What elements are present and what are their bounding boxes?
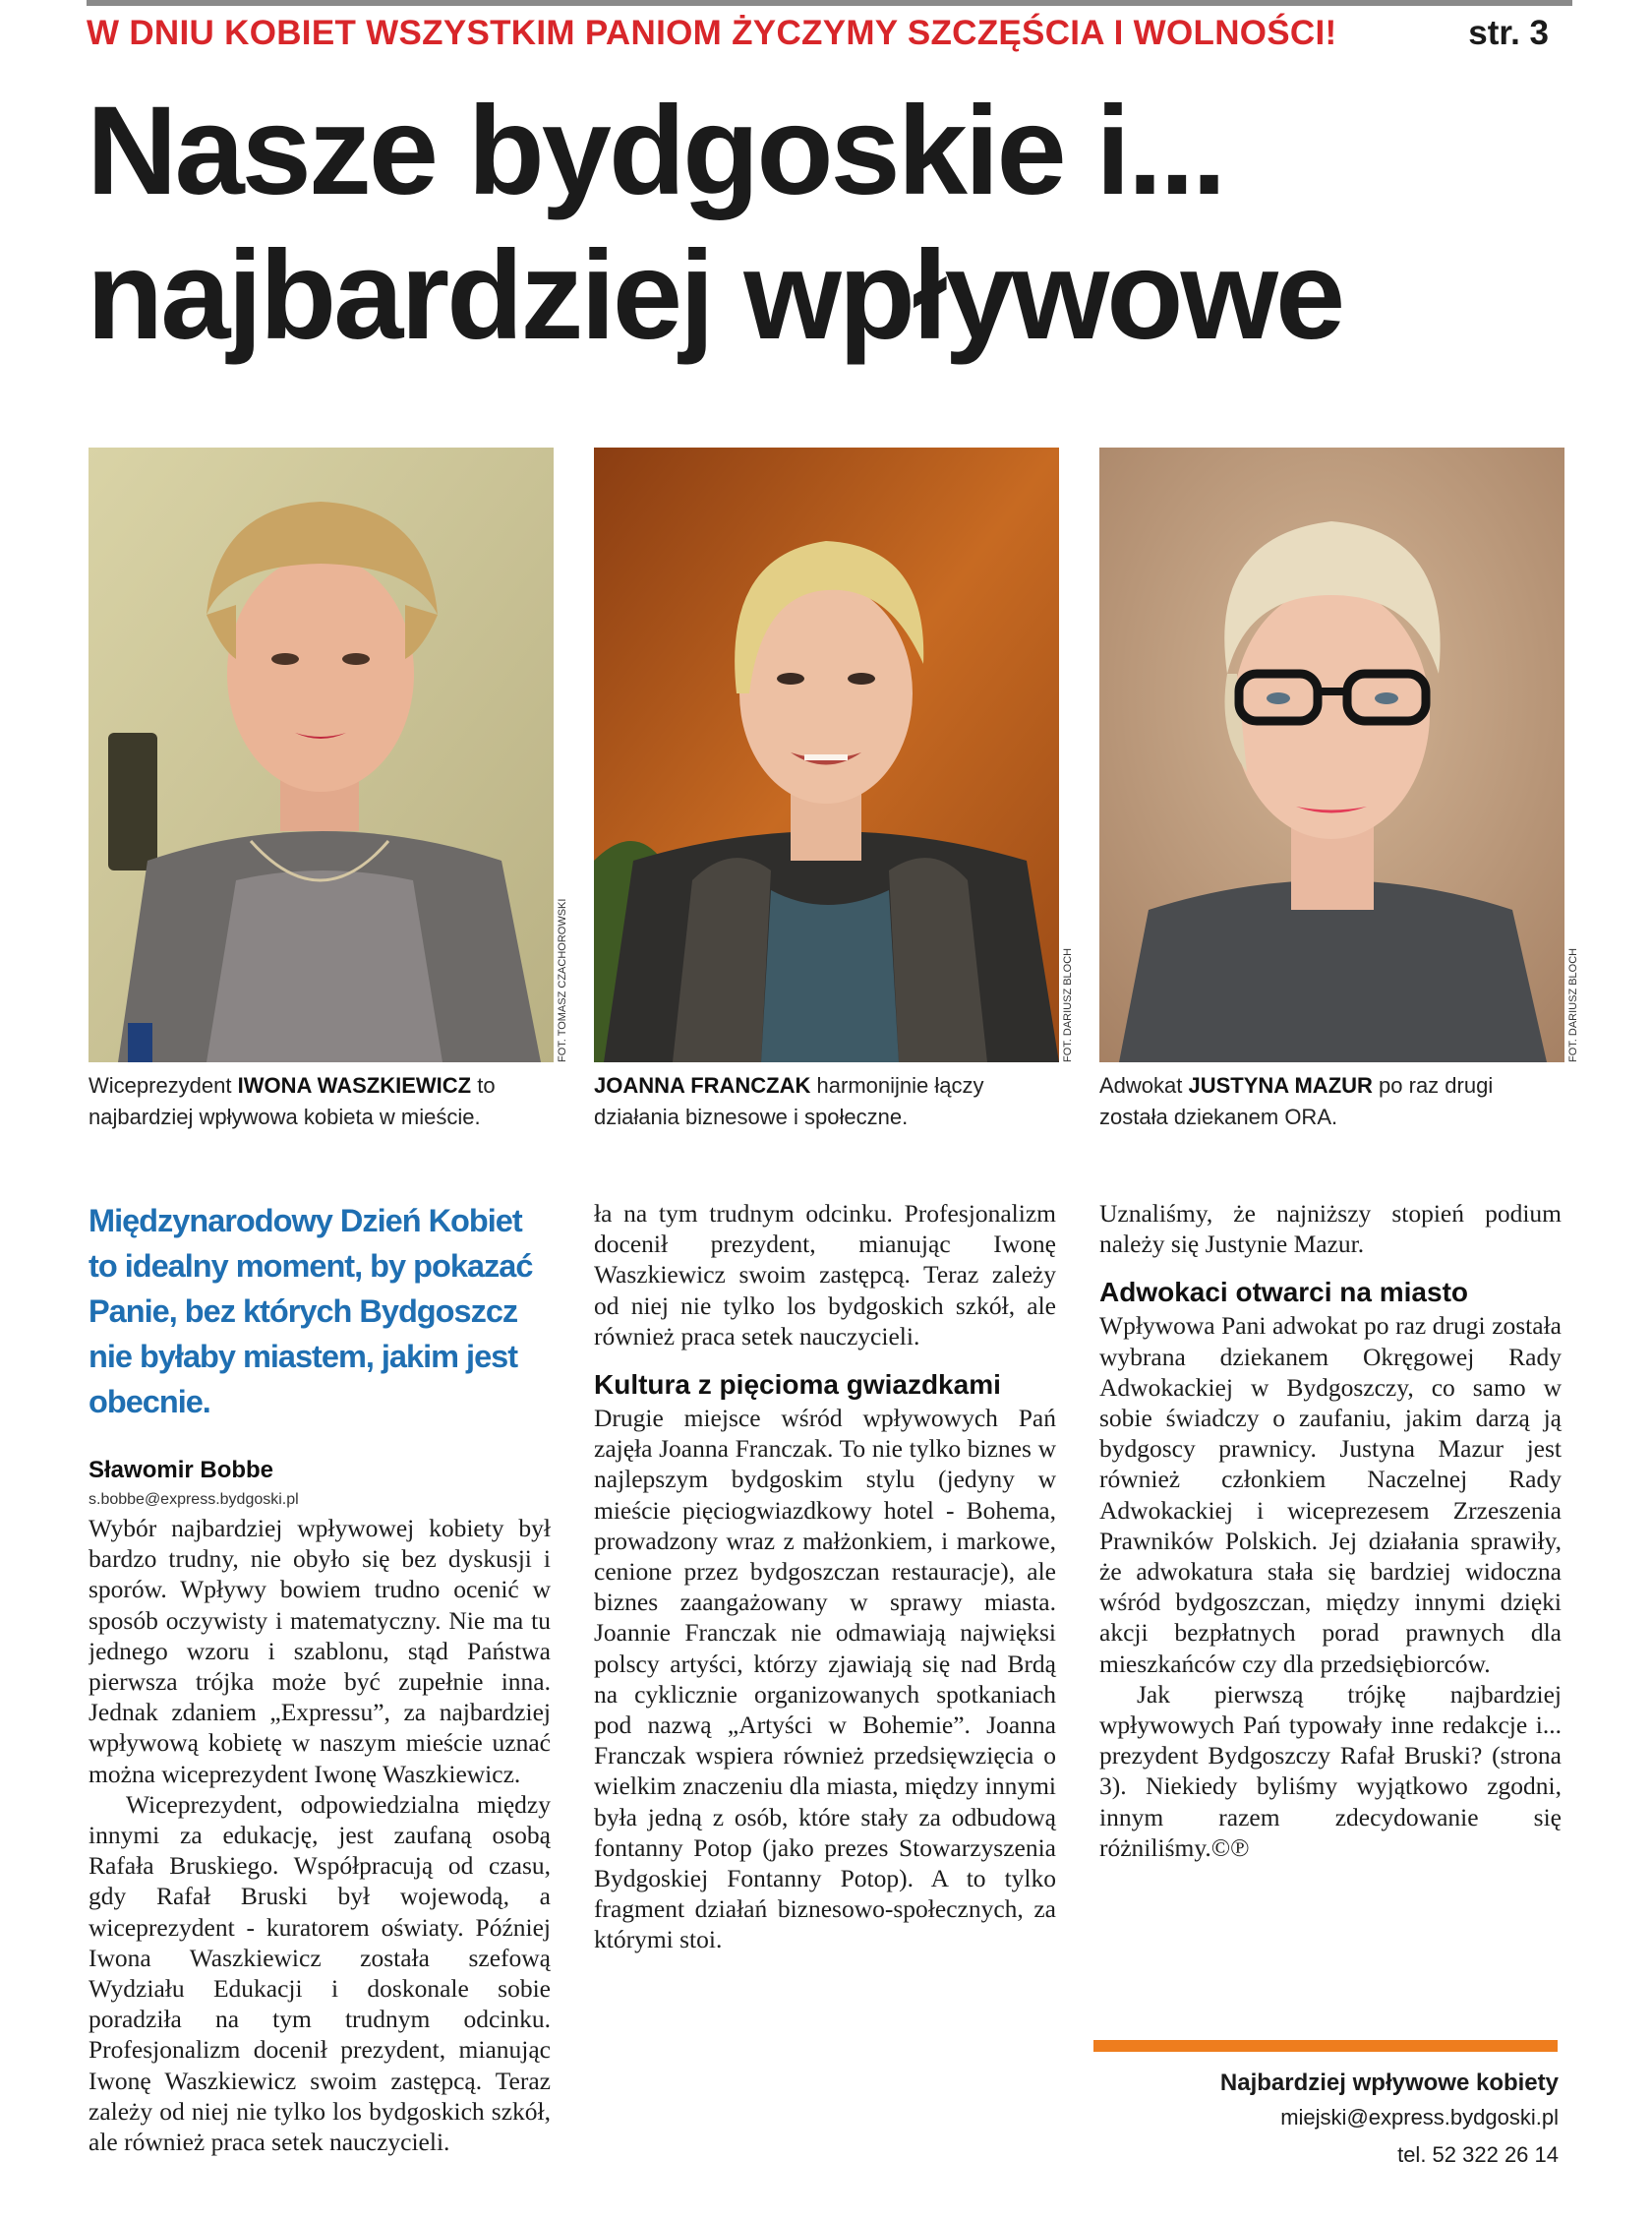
footer-accent-bar	[1093, 2040, 1558, 2052]
paragraph-4: Uznaliśmy, że najniższy stopień podium należy się Justynie Mazur.	[1099, 1199, 1562, 1259]
paragraph-5: Wpływowa Pani adwokat po raz drugi została wybrana dziekanem Okręgowej Rady Adwokackiej w Bydgoszczy, co samo w sobie świadczy o zaufaniu, jakim darzą ją bydgoscy prawnicy. Justyna Mazur jest również członkiem Naczelnej Rady Adwokackiej i wiceprezesem Zrzeszenia Prawników Polskich. Jej działania sprawiły, że adwokatura stała się bardziej widoczna wśród bydgoszczan, między innymi dzięki akcji bezpłatnych porad prawnych dla mieszkańców czy dla przedsiębiorców.	[1099, 1311, 1562, 1678]
caption-name-1: IWONA WASZKIEWICZ	[237, 1073, 472, 1098]
subhead-kultura: Kultura z pięcioma gwiazdkami	[594, 1369, 1001, 1401]
author-email: s.bobbe@express.bydgoski.pl	[88, 1491, 299, 1508]
paragraph-2-continuation: ła na tym trudnym odcinku. Profesjonalizm docenił prezydent, mianując Iwonę Waszkiewicz swoim zastępcą. Teraz zależy od niej nie tylko los bydgoskich szkół, ale również praca setek nauczycieli.	[594, 1199, 1056, 1350]
author-name: Sławomir Bobbe	[88, 1457, 274, 1483]
article-column-1	[88, 1198, 551, 2187]
caption-name-3: JUSTYNA MAZUR	[1188, 1073, 1373, 1098]
paragraph-6: Jak pierwszą trójkę najbardziej wpływowych Pań typowały inne redakcje i... prezydent Bydgoszczy Rafał Bruski? (strona 3). Niekiedy byliśmy wyjątkowo zgodni, innym razem zdecydowanie się różniliśmy.©℗	[1099, 1679, 1562, 1862]
subhead-adwokaci: Adwokaci otwarci na miasto	[1099, 1277, 1468, 1308]
footer-email: miejski@express.bydgoski.pl	[1280, 2105, 1559, 2130]
article-column-3	[1099, 1198, 1562, 1863]
photo-caption-1: Wiceprezydent IWONA WASZKIEWICZ to najbardziej wpływowa kobieta w mieście.	[88, 1073, 496, 1129]
paragraph-2-start: Wiceprezydent, odpowiedzialna między innymi za edukację, jest zaufaną osobą Rafała Bruskiego. Współpracują od czasu, gdy Rafał Bruski był wojewodą, a wiceprezydent - kuratorem oświaty. Później Iwona Waszkiewicz została szefową Wydziału Edukacji i doskonale sobie poradziła na tym trudnym odcinku. Profesjonalizm docenił prezydent, mianując Iwonę Waszkiewicz swoim zastępcą. Teraz zależy od niej nie tylko los bydgoskich szkół, ale również praca setek nauczycieli.	[88, 1789, 551, 2157]
paragraph-3: Drugie miejsce wśród wpływowych Pań zajęła Joanna Franczak. To nie tylko biznes w najlepszym bydgoskim stylu (jedyny w mieście pięciogwiazdkowy hotel - Bohema, prowadzony wraz z małżonkiem, i markowe, cenione przez bydgoszczan restauracje), ale biznes zaangażowany w sprawy miasta. Joannie Franczak nie odmawiają najwięksi polscy artyści, którzy zjawiają się nad Brdą na cyklicznie organizowanych spotkaniach pod nazwą „Artyści w Bohemie”. Joanna Franczak wspiera również przedsięwzięcia o wielkim znaczeniu dla miasta, między innymi była jedną z osób, które stały za odbudową fontanny Potop (jako prezes Stowarzyszenia Bydgoskiej Fontanny Potop). A to tylko fragment działań biznesowo-społecznych, za którymi stoi.	[594, 1404, 1056, 1954]
photo-caption-2: JOANNA FRANCZAK harmonijnie łączy działania biznesowe i społeczne.	[594, 1073, 984, 1129]
article-lead: Międzynarodowy Dzień Kobiet to idealny moment, by pokazać Panie, bez których Bydgoszcz nie byłaby miastem, jakim jest obecnie.	[88, 1203, 533, 1419]
section-kicker: W DNIU KOBIET WSZYSTKIM PANIOM ŻYCZYMY SZCZĘŚCIA I WOLNOŚCI!	[87, 14, 1337, 52]
photo-credit-2: FOT. DARIUSZ BLOCH	[1062, 947, 1074, 1062]
top-rule	[87, 0, 1572, 6]
headline	[87, 79, 1581, 368]
headline-line-1: Nasze bydgoskie i...	[87, 81, 1224, 221]
headline-line-2: najbardziej wpływowe	[87, 225, 1343, 366]
photo-caption-3: Adwokat JUSTYNA MAZUR po raz drugi została dziekanem ORA.	[1099, 1073, 1494, 1129]
photo-credit-1: FOT. TOMASZ CZACHOROWSKI	[557, 898, 568, 1062]
photo-credit-3: FOT. DARIUSZ BLOCH	[1567, 947, 1579, 1062]
page-number: str. 3	[1468, 14, 1549, 52]
portrait-photo-mazur	[1099, 448, 1564, 1062]
footer-section-title: Najbardziej wpływowe kobiety	[1219, 2070, 1559, 2096]
paragraph-1: Wybór najbardziej wpływowej kobiety był bardzo trudny, nie obyło się bez dyskusji i sporów. Wpływy bowiem trudno ocenić w sposób oczywisty i matematyczny. Nie ma tu jednego wzoru i szablonu, stąd Państwa pierwsza trójka może być zupełnie inna. Jednak zdaniem „Expressu”, za najbardziej wpływową kobietę w naszym mieście uznać można wiceprezydent Iwonę Waszkiewicz.	[88, 1514, 551, 1788]
footer-phone: tel. 52 322 26 14	[1397, 2142, 1559, 2167]
article-column-2	[594, 1198, 1056, 1955]
caption-name-2: JOANNA FRANCZAK	[594, 1073, 811, 1098]
portrait-photo-franczak	[594, 448, 1059, 1062]
portrait-photo-waszkiewicz	[88, 448, 554, 1062]
